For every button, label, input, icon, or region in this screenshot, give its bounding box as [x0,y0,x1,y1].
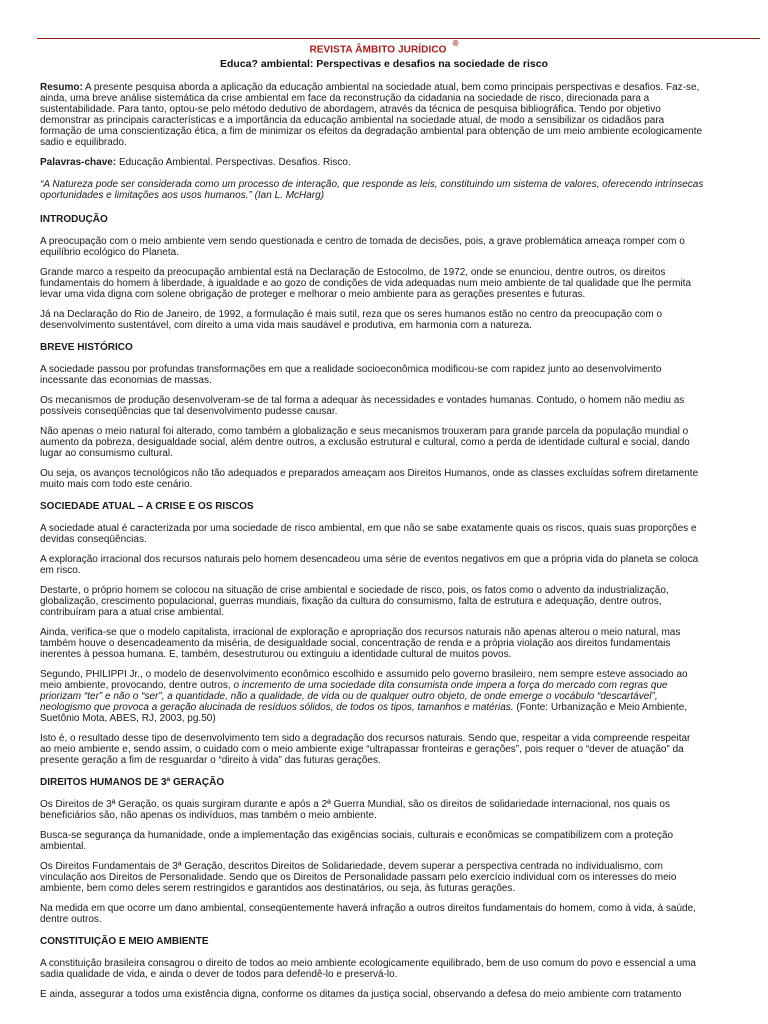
inline-citation: o incremento de uma sociedade dita consumista onde impera a força do mercado com regras que priorizam “ter” e não o “ser”, a quantidade, não a qualidade, de vida ou de qualquer outro objeto, de onde emerge o vocábulo “descartável”, neologismo que provoca a geração alucinada de resíduos sólidos, de todos os tipos, tamanhos e matérias. [40,680,668,713]
paragraph: Ou seja, os avanços tecnológicos não tão adequados e preparados ameaçam aos Direitos Humanos, onde as classes excluídas sofrem diretamente muito mais com todo este cenário. [40,468,699,490]
article-title: Educa? ambiental: Perspectivas e desafios na sociedade de risco [220,58,548,71]
keywords-label: Palavras-chave: [40,157,117,168]
paragraph: E ainda, assegurar a todos uma existência digna, conforme os ditames da justiça social, observando a defesa do meio ambiente com tratamento [40,989,682,1000]
registered-mark: ® [452,39,459,48]
journal-title [0,41,768,55]
paragraph: Ainda, verifica-se que o modelo capitalista, irracional de exploração e apropriação dos recursos naturais não apenas alterou o meio natural, mas também houve o desencadeamento da miséria, de desigualdade social, concentração de renda e a própria violação aos direitos fundamentais inerentes à pessoa humana. E, também, desestruturou ou extinguiu a identidade cultural de muitos povos. [40,627,681,660]
header-rule [37,38,760,39]
keywords-text: Educação Ambiental. Perspectivas. Desafios. Risco. [118,157,351,168]
paragraph-lead: Segundo, PHILIPPI Jr., o modelo de desenvolvimento econômico escolhido e assumido pelo governo brasileiro, nem sempre esteve associado ao meio ambiente, provocando, dentre outros, [40,669,688,691]
paragraph: Destarte, o próprio homem se colocou na situação de crise ambiental e sociedade de risco, pois, os fatos como o advento da industrialização, globalização, crescimento populacional, guerras mundiais, fixação da cultura do consumismo, falta de estrutura e adequação, dentre outros, contribuíram para a atual crise ambiental. [40,585,669,618]
paragraph [40,669,704,724]
section-heading-introducao: INTRODUÇÃO [40,214,108,225]
section-heading-breve-historico: BREVE HISTÓRICO [40,342,133,353]
abstract-text: A presente pesquisa aborda a aplicação da educação ambiental na sociedade atual, bem como principais perspectivas e desafios. Faz-se, ainda, uma breve análise sistemática da crise ambiental em face da reconstrução da cidadania na sociedade de risco, direcionada para a sustentabilidade. Para tanto, optou-se pelo método dedutivo de abordagem, através da técnica de pesquisa bibliográfica. Tendo por objetivo demonstrar as principais características e a importância da educação ambiental na sociedade atual, de modo a sensibilizar os cidadãos para formação de uma conscientização ética, a fim de minimizar os efeitos da degradação ambiental para obtenção de um meio ambiente ecologicamente sadio e equilibrado. [40,82,703,148]
paragraph: A preocupação com o meio ambiente vem sendo questionada e centro de tomada de decisões, pois, a grave problemática ameaça romper com o equilíbrio ecológico do Planeta. [40,236,685,258]
abstract [40,82,704,148]
masthead [0,41,768,70]
epigraph: “A Natureza pode ser considerada como um processo de interação, que responde as leis, constituindo um sistema de valores, oferecendo intrínsecas oportunidades e limitações aos usos humanos.” (Ian L. McHarg) [40,179,704,201]
citation-source: (Fonte: Urbanização e Meio Ambiente, Suetônio Mota, ABES, RJ, 2003, pg.50) [40,702,688,724]
section-heading-constituicao: CONSTITUIÇÃO E MEIO AMBIENTE [40,936,209,947]
abstract-label: Resumo: [40,82,83,93]
keywords [40,157,704,168]
paragraph: Os Direitos Fundamentais de 3ª Geração, descritos Direitos de Solidariedade, devem superar a perspectiva centrada no individualismo, com vinculação aos Direitos de Personalidade. Sendo que os Direitos de Personalidade passam pelo exercício individual com os interesses do meio ambiente, bem como deles serem restringidos e garantidos aos destinatários, ou seja, às futuras gerações. [40,861,677,894]
paragraph: Não apenas o meio natural foi alterado, como também a globalização e seus mecanismos trouxeram para grande parcela da população mundial o aumento da pobreza, desigualdade social, além dentre outros, a exclusão estrutural e cultural, como a perda de identidade cultural e social, dando lugar ao consumismo cultural. [40,426,690,459]
journal-name: REVISTA ÂMBITO JURÍDICO [309,44,447,56]
paragraph: A exploração irracional dos recursos naturais pelo homem desencadeou uma série de eventos negativos em que a própria vida do planeta se coloca em risco. [40,554,699,576]
paragraph: Isto é, o resultado desse tipo de desenvolvimento tem sido a degradação dos recursos naturais. Sendo que, respeitar a vida compreende respeitar ao meio ambiente e, sendo assim, o cuidado com o meio ambiente exige “ultrapassar fronteiras e gerações”, pois requer o “dever de atuação” da presente geração a fim de resguardar o “direito à vida” das futuras gerações. [40,733,691,766]
paragraph: A constituição brasileira consagrou o direito de todos ao meio ambiente ecologicamente equilibrado, bem de uso comum do povo e essencial a uma sadia qualidade de vida, e ainda o dever de todos para defendê-lo e preservá-lo. [40,958,696,980]
paragraph: A sociedade atual é caracterizada por uma sociedade de risco ambiental, em que não se sabe exatamente quais os riscos, quais suas proporções e devidas conseqüências. [40,523,697,545]
paragraph: Os Direitos de 3ª Geração, os quais surgiram durante e após a 2ª Guerra Mundial, são os direitos de solidariedade internacional, nos quais os beneficiários são, não apenas os indivíduos, mas também o meio ambiente. [40,799,670,821]
paragraph: Grande marco a respeito da preocupação ambiental está na Declaração de Estocolmo, de 1972, onde se enunciou, dentre outros, os direitos fundamentais do homem à liberdade, à igualdade e ao gozo de condições de vida adequadas num meio ambiente de tal qualidade que lhe permita levar uma vida digna com solene obrigação de proteger e melhorar o meio ambiente para as gerações presentes e futuras. [40,267,692,300]
article-body [40,82,704,1009]
paragraph: Já na Declaração do Rio de Janeiro, de 1992, a formulação é mais sutil, reza que os seres humanos estão no centro da preocupação com o desenvolvimento sustentável, com direito a uma vida mais saudável e produtiva, em harmonia com a natureza. [40,309,663,331]
section-heading-direitos-humanos: DIREITOS HUMANOS DE 3ª GERAÇÃO [40,777,225,788]
paragraph: Busca-se segurança da humanidade, onde a implementação das exigências sociais, culturais e econômicas se compatibilizem com a proteção ambiental. [40,830,674,852]
paragraph: A sociedade passou por profundas transformações em que a realidade socioeconômica modificou-se com rapidez junto ao desenvolvimento incessante das economias de massas. [40,364,662,386]
section-heading-sociedade-atual: SOCIEDADE ATUAL – A CRISE E OS RISCOS [40,501,254,512]
paragraph: Os mecanismos de produção desenvolveram-se de tal forma a adequar às necessidades e vontades humanas. Contudo, o homem não mediu as possíveis conseqüências que tal desenvolvimento pudesse causar. [40,395,685,417]
paragraph: Na medida em que ocorre um dano ambiental, conseqüentemente haverá infração a outros direitos fundamentais do homem, como à vida, à saúde, dentre outros. [40,903,696,925]
